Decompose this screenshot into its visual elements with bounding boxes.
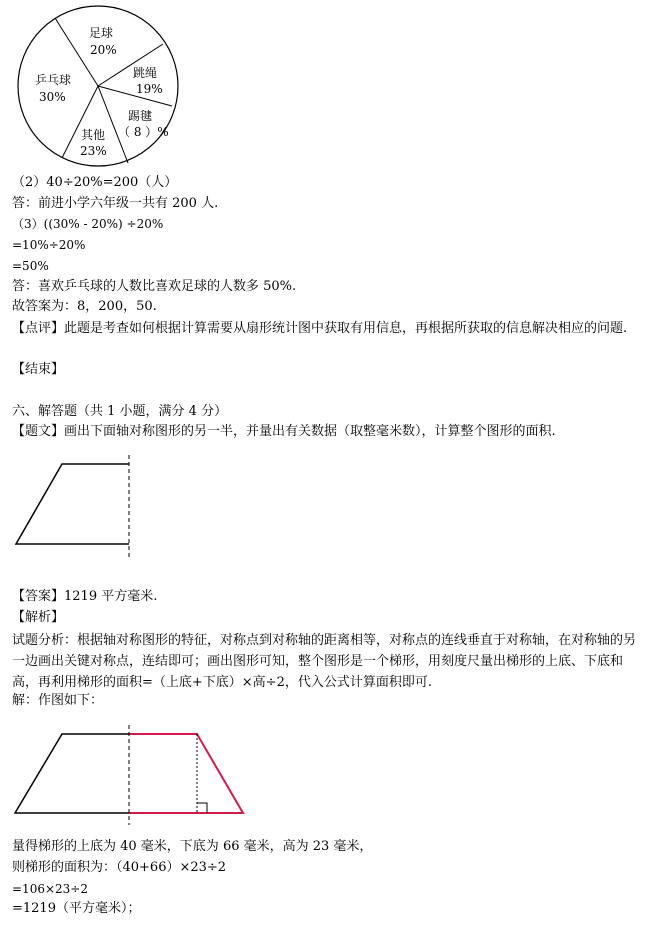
final-answer: 故答案为：8，200，50. bbox=[12, 299, 157, 314]
area-formula-line: 则梯形的面积为：（40+66）×23÷2 bbox=[12, 860, 227, 875]
solution-line: =50% bbox=[12, 259, 49, 273]
pie-chart bbox=[10, 0, 180, 170]
area-result-line: =1219（平方毫米）； bbox=[12, 901, 141, 916]
solution-line: （2）40÷20%=200（人） bbox=[12, 175, 178, 190]
left-half-outline bbox=[15, 734, 129, 813]
answer-line: 答：喜欢乒乓球的人数比喜欢足球的人数多 50%. bbox=[12, 279, 297, 294]
solution-line: （3）((30% - 20%) ÷20% bbox=[12, 217, 164, 231]
drawn-half-outline bbox=[129, 734, 243, 813]
pie-slice-value: 19% bbox=[136, 82, 163, 96]
answer-line: 答：前进小学六年级一共有 200 人. bbox=[12, 196, 219, 211]
section-heading: 六、解答题（共 1 小题，满分 4 分） bbox=[12, 404, 228, 419]
comment-paragraph: 【点评】此题是考查如何根据计算需要从扇形统计图中获取有用信息，再根据所获取的信息解决相应的问题. bbox=[12, 321, 628, 336]
pie-slice-value: 30% bbox=[39, 90, 66, 104]
pie-slice-name: 跳绳 bbox=[133, 66, 158, 80]
analysis-title: 【解析】 bbox=[12, 610, 65, 625]
area-calc-line: =106×23÷2 bbox=[12, 882, 88, 896]
pie-slice-name: 其他 bbox=[81, 128, 106, 142]
question-figure bbox=[0, 455, 160, 565]
end-marker: 【结束】 bbox=[12, 362, 65, 377]
solution-line: =10%÷20% bbox=[12, 238, 86, 252]
answer-text: 【答案】1219 平方毫米. bbox=[12, 589, 158, 604]
solution-heading: 解：作图如下： bbox=[12, 693, 104, 708]
pie-slice-value: 23% bbox=[80, 144, 107, 158]
pie-slice-name: 乒乓球 bbox=[35, 73, 72, 87]
measurement-line: 量得梯形的上底为 40 毫米，下底为 66 毫米，高为 23 毫米， bbox=[12, 839, 373, 854]
question-text: 【题文】画出下面轴对称图形的另一半，并量出有关数据（取整毫米数），计算整个图形的面积. bbox=[12, 424, 556, 439]
pie-slice-name: 足球 bbox=[89, 26, 114, 40]
solution-figure bbox=[0, 725, 260, 835]
analysis-paragraph: 试题分析：根据轴对称图形的特征，对称点到对称轴的距离相等，对称点的连线垂直于对称轴，在对称轴的另一边画出关键对称点，连结即可；画出图形可知，整个图形是一个梯形，用刻度尺量出梯形的上底、下底和高，再利用梯形的面积=（上底+下底）×高÷2，代入公式计算面积即可. bbox=[12, 633, 637, 690]
pie-slice-name: 踢毽 bbox=[128, 109, 153, 123]
pie-slice-value: 20% bbox=[90, 43, 117, 57]
right-angle-mark bbox=[197, 803, 207, 813]
pie-slice-value: （ 8 ）% bbox=[118, 125, 169, 139]
half-trapezoid-outline bbox=[16, 464, 129, 544]
